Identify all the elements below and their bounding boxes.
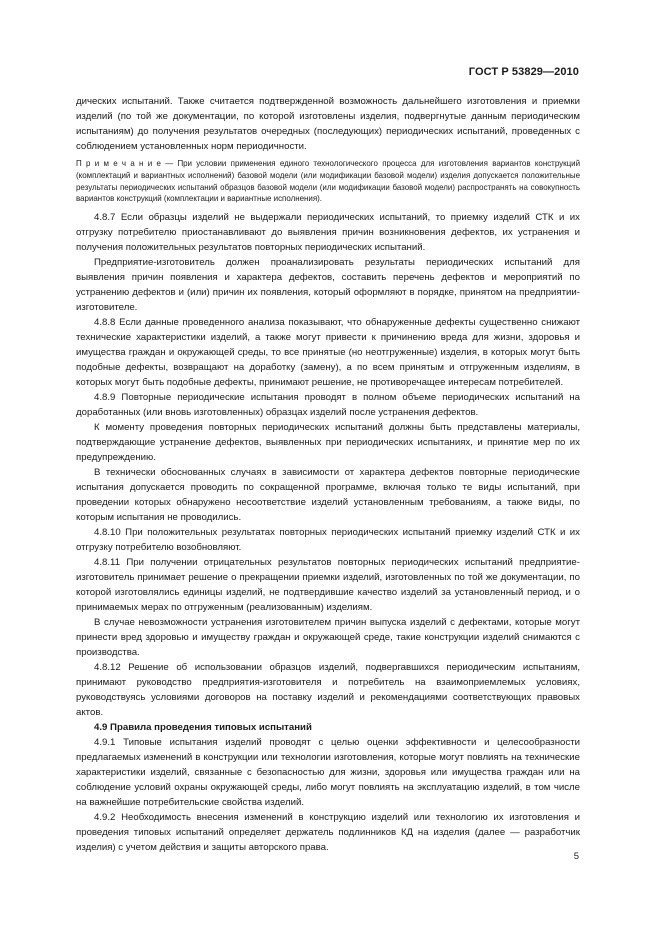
paragraph: К моменту проведения повторных периодических испытаний должны быть представлены материалы, подтверждающие устранение дефектов, выявленных при периодических испытаниях, и принятие мер по их предупреждению. — [76, 422, 580, 464]
paragraph: 4.9.1 Типовые испытания изделий проводят с целью оценки эффективности и целесообразности предлагаемых изменений в конструкции или технологии изготовления, которые могут повлиять на технические характеристики изделий, связанные с безопасностью для жизни, здоровья или имущества граждан или на соблюдение условий охраны окружающей среды, либо могут повлиять на эксплуатацию изделий, в том числе на важнейшие потребительские свойства изделий. — [76, 737, 580, 809]
note — [76, 158, 580, 205]
note-label: П р и м е ч а н и е — [76, 159, 161, 168]
standard-header: ГОСТ Р 53829—2010 — [468, 66, 579, 78]
paragraph: 4.8.12 Решение об использовании образцов изделий, подвергавшихся периодическим испытаниям, принимают руководство предприятия-изготовителя и потребитель на взаимоприемлемых условиях, руководствуясь условиями договоров на поставку изделий и рекомендациями соответствующих правовых актов. — [76, 662, 580, 719]
paragraph: 4.8.9 Повторные периодические испытания проводят в полном объеме периодических испытаний на доработанных (или вновь изготовленных) образцах изделий после устранения дефектов. — [76, 392, 580, 419]
paragraph: 4.9.2 Необходимость внесения изменений в конструкцию изделий или технологию их изготовления и проведения типовых испытаний определяет держатель подлинников КД на изделия (далее — разработчик изделия) с учетом действия и защиты авторского права. — [76, 812, 580, 854]
paragraph: В технически обоснованных случаях в зависимости от характера дефектов повторные периодические испытания допускается проводить по сокращенной программе, включая только те виды испытаний, при проведении которых обнаружено несоответствие изделий установленным требованиям, а также виды, по которым испытания не проводились. — [76, 467, 580, 524]
paragraph: 4.8.11 При получении отрицательных результатов повторных периодических испытаний предприятие-изготовитель принимает решение о прекращении приемки изделий, изготовленных по той же документации, по которой изготовлялись единицы изделий, не подтвердившие качество изделий за установленный период, и о принимаемых мерах по отгруженным (реализованным) изделиям. — [76, 557, 580, 614]
page-number: 5 — [573, 851, 579, 862]
section-heading: 4.9 Правила проведения типовых испытаний — [94, 722, 312, 734]
paragraph: Предприятие-изготовитель должен проанализировать результаты периодических испытаний для выявления причин появления и характера дефектов, составить перечень дефектов и мероприятий по устранению дефектов и (или) причин их появления, который оформляют в порядке, принятом на предприятии-изготовителе. — [76, 257, 580, 314]
note-text: — При условии применения единого технологического процесса для изготовления вариантов конструкций (комплектаций и вариантных исполнений) базовой модели (или модификации базовой модели) изделия допускается положительные результаты периодических испытаний образцов базовой модели (или модификации базовой модели) распространять на совокупность вариантов конструкций (комплектации и вариантные исполнения). — [76, 159, 580, 204]
document-body — [76, 94, 580, 855]
paragraph: 4.8.7 Если образцы изделий не выдержали периодических испытаний, то приемку изделий СТК и их отгрузку потребителю приостанавливают до выявления причин возникновения дефектов, их устранения и получения положительных результатов повторных периодических испытаний. — [76, 212, 580, 254]
paragraph: 4.8.10 При положительных результатах повторных периодических испытаний приемку изделий СТК и их отгрузку потребителю возобновляют. — [76, 527, 580, 554]
paragraph: В случае невозможности устранения изготовителем причин выпуска изделий с дефектами, которые могут принести вред здоровью и имуществу граждан и окружающей среде, такие конструкции изделий снимаются с производства. — [76, 617, 580, 659]
paragraph: 4.8.8 Если данные проведенного анализа показывают, что обнаруженные дефекты существенно снижают технические характеристики изделий, а также могут привести к причинению вреда для жизни, здоровья и имущества граждан и окружающей среды, то все принятые (но неотгруженные) изделия, в которых могут быть подобные дефекты, возвращают на доработку (замену), а по всем принятым и отгруженным изделиям, в которых могут быть подобные дефекты, принимают решение, не противоречащее интересам потребителей. — [76, 317, 580, 389]
paragraph: дических испытаний. Также считается подтвержденной возможность дальнейшего изготовления и приемки изделий (по той же документации, по которой изготовлены изделия, подвергнутые данным периодическим испытаниям) до получения результатов очередных (последующих) периодических испытаний, проведенных с соблюдением установленных норм периодичности. — [76, 96, 580, 152]
